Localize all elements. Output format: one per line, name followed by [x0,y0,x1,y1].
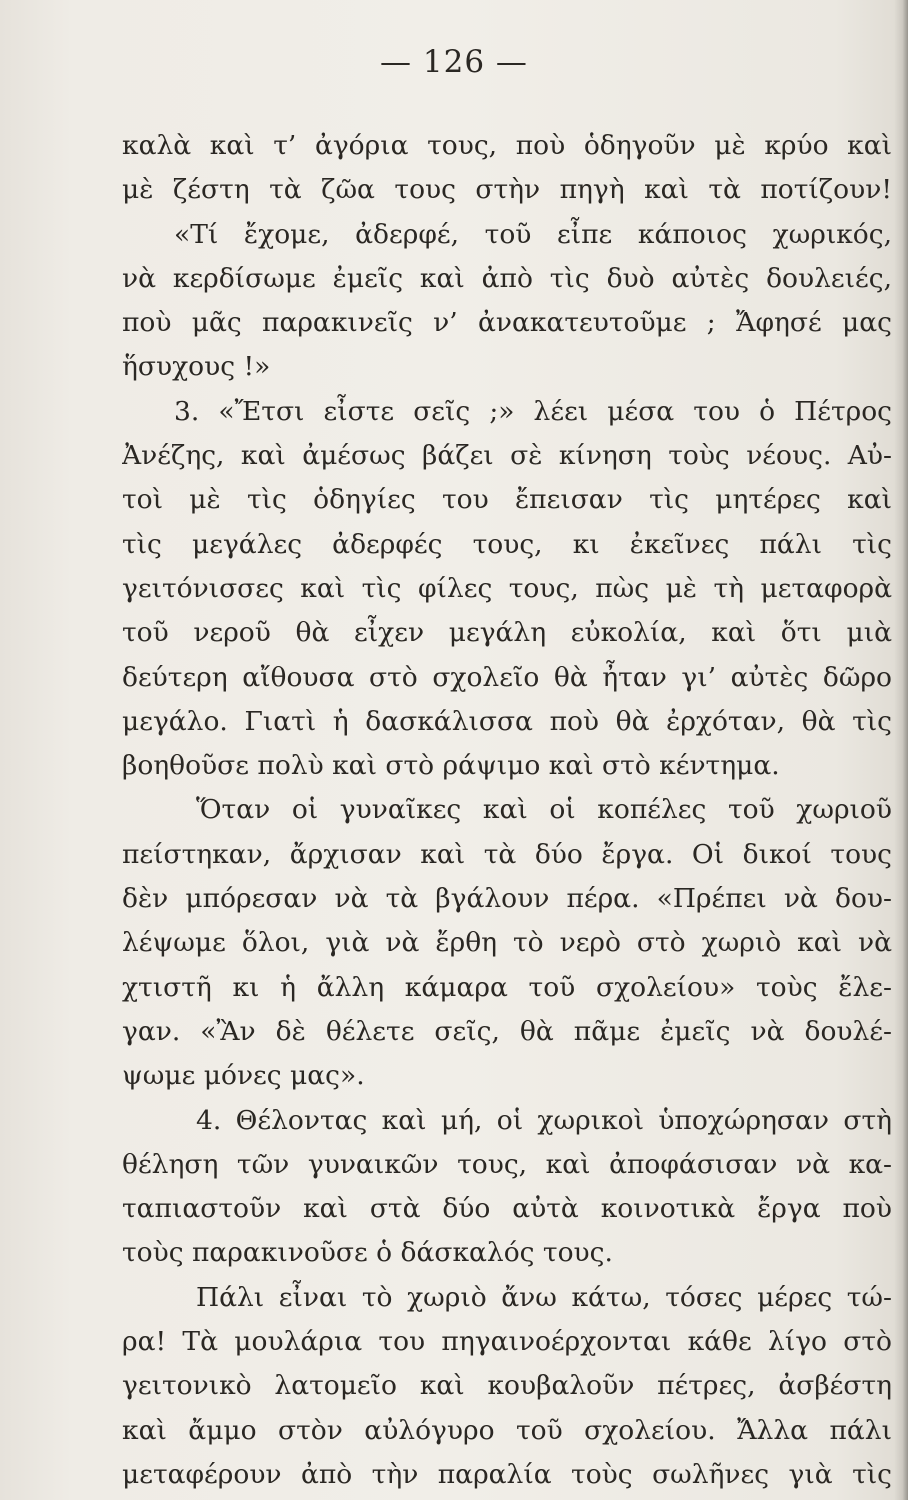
text-line: ἥσυχους !» [122,351,271,383]
text-line: Ἀνέζης, καὶ ἀμέσως βάζει σὲ κίνηση τοὺς νέους. Αὐ- [122,440,892,472]
text-line: πείστηκαν, ἄρχισαν καὶ τὰ δύο ἔργα. Οἱ δικοί τους [122,838,892,870]
text-line: καὶ ἄμμο στὸν αὐλόγυρο τοῦ σχολείου. Ἄλλα πάλι [122,1414,892,1446]
text-line: μεταφέρουν ἀπὸ τὴν παραλία τοὺς σωλῆνες γιὰ τὶς [122,1458,892,1490]
text-line: τὶς μεγάλες ἀδερφές τους, κι ἐκεῖνες πάλι τὶς [122,528,892,560]
text-line: θέληση τῶν γυναικῶν τους, καὶ ἀποφάσισαν νὰ κα- [122,1148,892,1180]
text-line: λέψωμε ὅλοι, γιὰ νὰ ἔρθη τὸ νερὸ στὸ χωριὸ καὶ νὰ [122,927,892,959]
text-line: γαν. «Ἂν δὲ θέλετε σεῖς, θὰ πᾶμε ἐμεῖς νὰ δουλέ- [122,1015,892,1047]
text-line: «Τί ἔχομε, ἀδερφέ, τοῦ εἶπε κάποιος χωρικός, [174,218,892,250]
text-line: τοὺς παρακινοῦσε ὁ δάσκαλός τους. [122,1237,613,1269]
page-edge-shadow [894,0,908,1500]
text-line: δεύτερη αἴθουσα στὸ σχολεῖο θὰ ἦταν γι’ αὐτὲς δῶρο [122,661,892,693]
text-line: χτιστῆ κι ἡ ἄλλη κάμαρα τοῦ σχολείου» τοὺς ἔλε- [122,971,892,1003]
text-line: τοὶ μὲ τὶς ὁδηγίες του ἔπεισαν τὶς μητέρες καὶ [122,484,892,516]
text-line: μεγάλο. Γιατὶ ἡ δασκάλισσα ποὺ θὰ ἐρχόταν, θὰ τὶς [122,705,892,737]
page-number: — 126 — [380,44,528,80]
text-line: ψωμε μόνες μας». [122,1060,365,1092]
text-line: βοηθοῦσε πολὺ καὶ στὸ ράψιμο καὶ στὸ κέντημα. [122,750,780,782]
text-line: μὲ ζέστη τὰ ζῶα τους στὴν πηγὴ καὶ τὰ ποτίζουν! [122,174,892,206]
text-line: ποὺ μᾶς παρακινεῖς ν’ ἀνακατευτοῦμε ; Ἄφησέ μας [122,307,892,339]
text-line: Ὅταν οἱ γυναῖκες καὶ οἱ κοπέλες τοῦ χωριοῦ [196,794,892,826]
body-text [122,124,900,1497]
text-line: τοῦ νεροῦ θὰ εἶχεν μεγάλη εὐκολία, καὶ ὅτι μιὰ [122,617,892,649]
text-line: ρα! Τὰ μουλάρια του πηγαινοέρχονται κάθε λίγο στὸ [122,1326,892,1358]
text-line: γειτόνισσες καὶ τὶς φίλες τους, πὼς μὲ τὴ μεταφορὰ [122,572,892,604]
text-line: γειτονικὸ λατομεῖο καὶ κουβαλοῦν πέτρες, ἀσβέστη [122,1370,892,1402]
text-line: νὰ κερδίσωμε ἐμεῖς καὶ ἀπὸ τὶς δυὸ αὐτὲς δουλειές, [122,262,892,294]
text-line: 3. «Ἔτσι εἶστε σεῖς ;» λέει μέσα του ὁ Πέτρος [174,395,892,427]
text-line: 4. Θέλοντας καὶ μή, οἱ χωρικοὶ ὑποχώρησαν στὴ [196,1104,892,1136]
text-line: ταπιαστοῦν καὶ στὰ δύο αὐτὰ κοινοτικὰ ἔργα ποὺ [122,1193,892,1225]
text-line: Πάλι εἶναι τὸ χωριὸ ἄνω κάτω, τόσες μέρες τώ- [196,1281,892,1313]
text-line: δὲν μπόρεσαν νὰ τὰ βγάλουν πέρα. «Πρέπει νὰ δου- [122,883,892,915]
text-line: καλὰ καὶ τ’ ἀγόρια τους, ποὺ ὁδηγοῦν μὲ κρύο καὶ [122,130,892,161]
